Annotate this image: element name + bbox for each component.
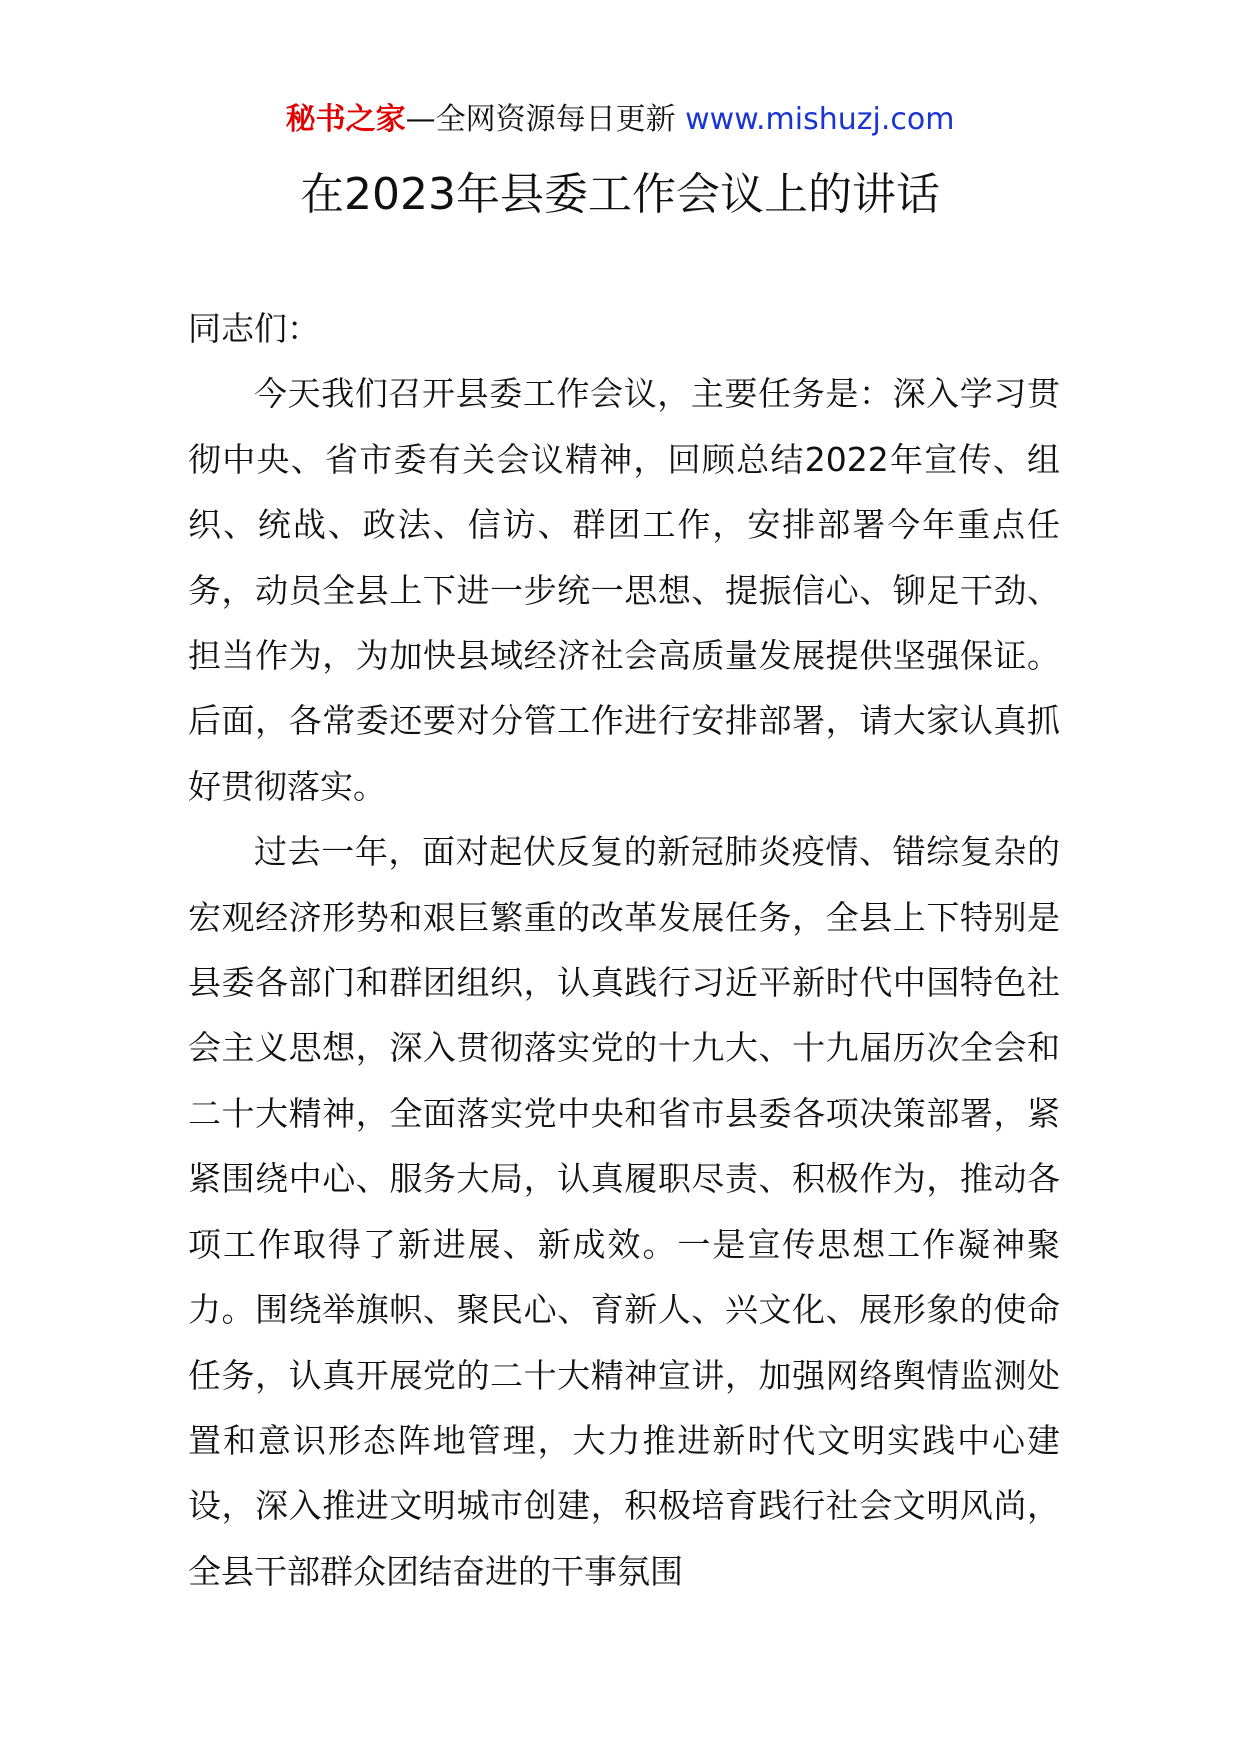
document-body: [188, 296, 1060, 1604]
brand-name: 秘书之家: [285, 102, 406, 137]
header-tagline: —全网资源每日更新: [405, 102, 686, 137]
salutation: 同志们：: [188, 309, 320, 348]
website-link[interactable]: www.mishuzj.com: [685, 102, 955, 137]
document-title: 在2023年县委工作会议上的讲话: [300, 169, 940, 220]
watermark-header: [0, 100, 1240, 140]
paragraph-1: 今天我们召开县委工作会议，主要任务是：深入学习贯彻中央、省市委有关会议精神，回顾总结2022年宣传、组织、统战、政法、信访、群团工作，安排部署今年重点任务，动员全县上下进一步统一思想、提振信心、铆足干劲、担当作为，为加快县域经济社会高质量发展提供坚强保证。后面，各常委还要对分管工作进行安排部署，请大家认真抓好贯彻落实。: [188, 374, 1060, 806]
paragraph-2: 过去一年，面对起伏反复的新冠肺炎疫情、错综复杂的宏观经济形势和艰巨繁重的改革发展任务，全县上下特别是县委各部门和群团组织，认真践行习近平新时代中国特色社会主义思想，深入贯彻落实党的十九大、十九届历次全会和二十大精神，全面落实党中央和省市县委各项决策部署，紧紧围绕中心、服务大局，认真履职尽责、积极作为，推动各项工作取得了新进展、新成效。一是宣传思想工作凝神聚力。围绕举旗帜、聚民心、育新人、兴文化、展形象的使命任务，认真开展党的二十大精神宣讲，加强网络舆情监测处置和意识形态阵地管理，大力推进新时代文明实践中心建设，深入推进文明城市创建，积极培育践行社会文明风尚，全县干部群众团结奋进的干事氛围: [188, 832, 1060, 1591]
